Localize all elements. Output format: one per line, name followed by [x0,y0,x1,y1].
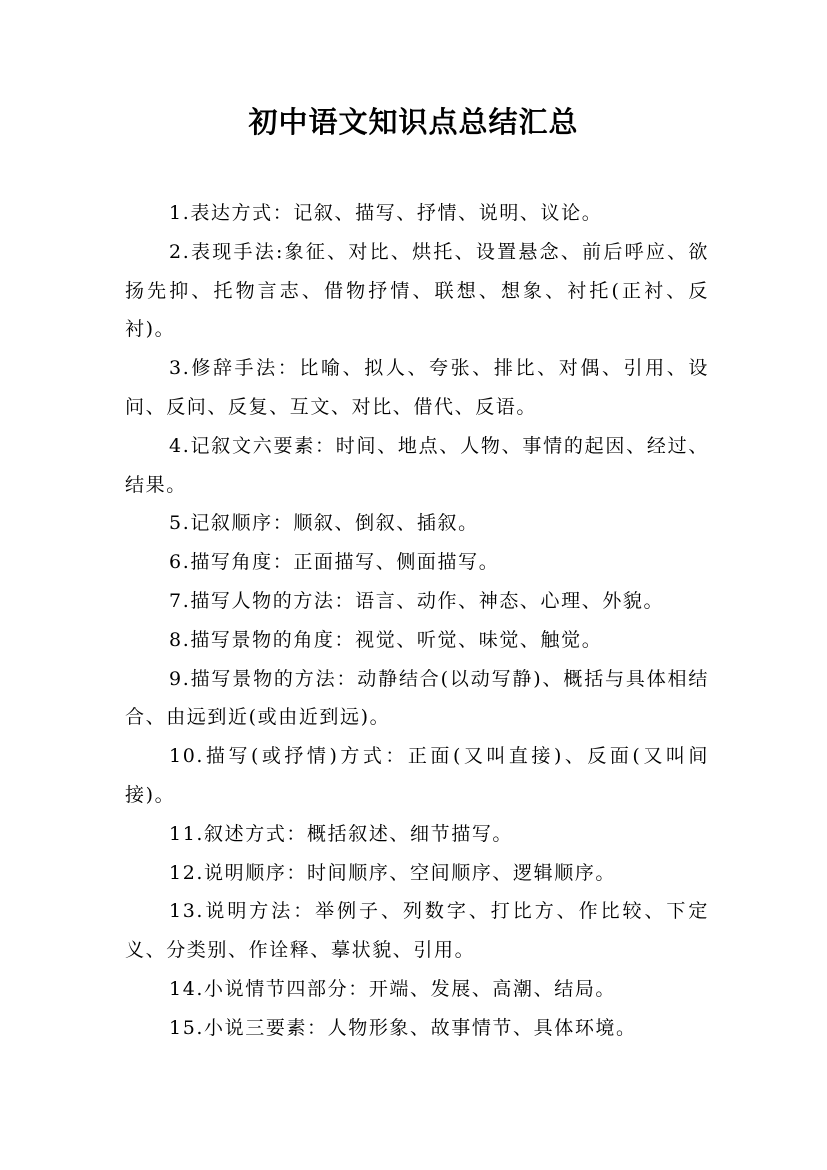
paragraph-7: 7.描写人物的方法：语言、动作、神态、心理、外貌。 [169,589,665,612]
paragraph-5: 5.记叙顺序：顺叙、倒叙、插叙。 [169,512,479,535]
paragraph-6: 6.描写角度：正面描写、侧面描写。 [169,551,500,574]
paragraph-4: 4.记叙文六要素：时间、地点、人物、事情的起因、经过、结果。 [125,434,709,496]
document-body [125,194,709,1048]
paragraph-10: 10.描写(或抒情)方式：正面(又叫直接)、反面(又叫间接)。 [125,745,709,806]
document-title: 初中语文知识点总结汇总 [248,105,579,139]
paragraph-14: 14.小说情节四部分：开端、发展、高潮、结局。 [169,977,617,1000]
paragraph-3: 3.修辞手法：比喻、拟人、夸张、排比、对偶、引用、设问、反问、反复、互文、对比、借代、反语。 [125,357,709,418]
paragraph-8: 8.描写景物的角度：视觉、听觉、味觉、触觉。 [169,628,603,651]
paragraph-15: 15.小说三要素：人物形象、故事情节、具体环境。 [169,1016,637,1039]
paragraph-11: 11.叙述方式：概括叙述、细节描写。 [169,822,514,845]
paragraph-2: 2.表现手法:象征、对比、烘托、设置悬念、前后呼应、欲扬先抑、托物言志、借物抒情、联想、想象、衬托(正衬、反衬)。 [125,240,709,341]
paragraph-9: 9.描写景物的方法：动静结合(以动写静)、概括与具体相结合、由远到近(或由近到远)。 [125,667,709,729]
paragraph-1: 1.表达方式：记叙、描写、抒情、说明、议论。 [169,202,603,224]
paragraph-13: 13.说明方法：举例子、列数字、打比方、作比较、下定义、分类别、作诠释、摹状貌、引用。 [125,900,709,962]
paragraph-12: 12.说明顺序：时间顺序、空间顺序、逻辑顺序。 [169,861,617,884]
